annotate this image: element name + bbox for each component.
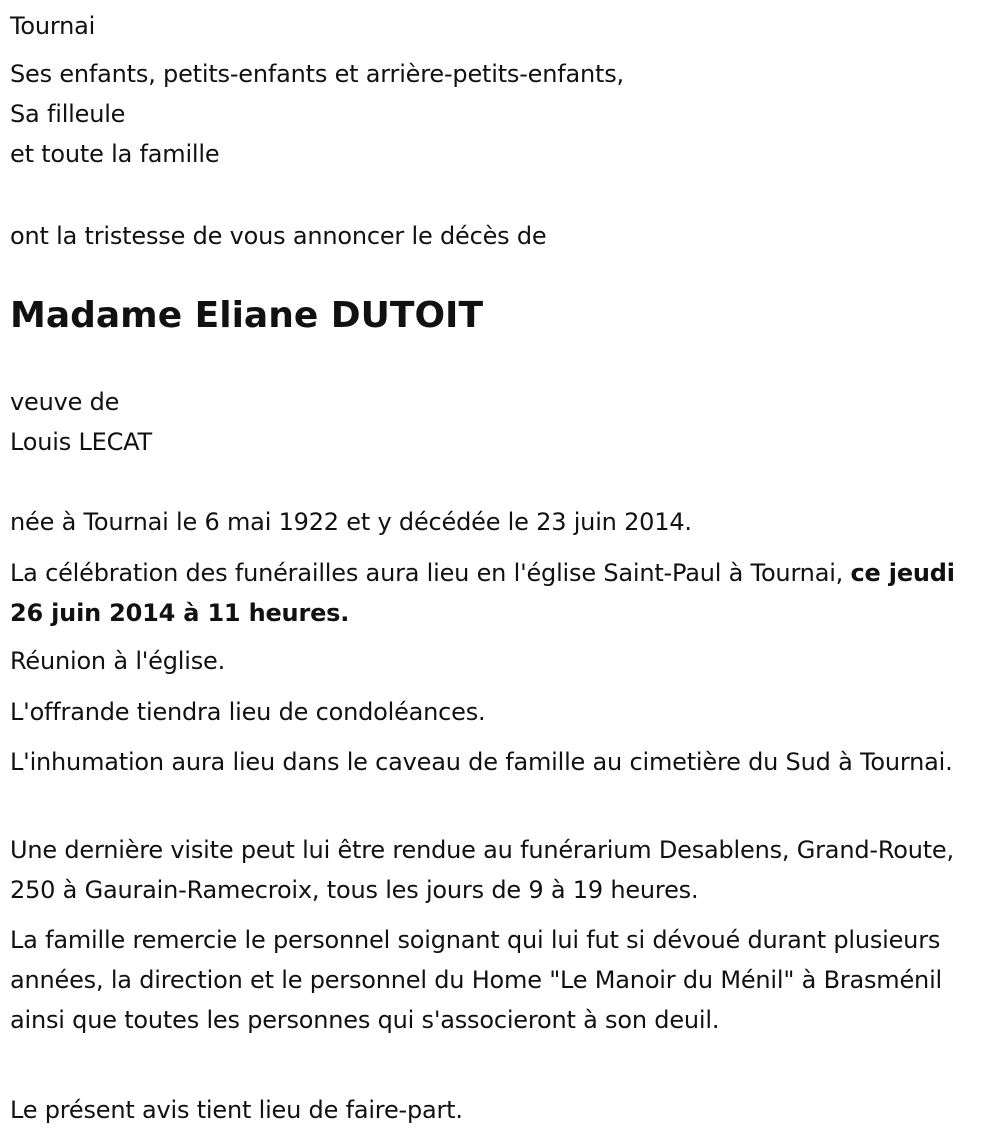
funeral-date-time: ce jeudi 26 juin 2014 à 11 heures. [10,559,955,627]
family-line-3: et toute la famille [10,140,220,168]
location-line: Tournai [10,12,96,40]
offering-line: L'offrande tiendra lieu de condoléances. [10,698,486,726]
announcement-line: ont la tristesse de vous annoncer le décès de [10,222,547,250]
family-line-2: Sa filleule [10,100,126,128]
spouse-name: Louis LECAT [10,428,152,456]
family-line-1: Ses enfants, petits-enfants et arrière-petits-enfants, [10,60,624,88]
visit-paragraph: Une dernière visite peut lui être rendue au funérarium Desablens, Grand-Route, 250 à Gaurain-Ramecroix, tous les jours de 9 à 19 heures. [10,836,954,904]
widow-of-label: veuve de [10,388,120,416]
burial-paragraph: L'inhumation aura lieu dans le caveau de famille au cimetière du Sud à Tournai. [10,748,953,776]
birth-death-line: née à Tournai le 6 mai 1922 et y décédée le 23 juin 2014. [10,508,692,536]
notice-line: Le présent avis tient lieu de faire-part. [10,1096,463,1124]
funeral-paragraph [10,553,995,633]
meeting-line: Réunion à l'église. [10,647,226,675]
thanks-paragraph: La famille remercie le personnel soignant qui lui fut si dévoué durant plusieurs années, la direction et le personnel du Home "Le Manoir du Ménil" à Brasménil ainsi que toutes les personnes qui s'associeront à son deuil. [10,926,943,1034]
deceased-name: Madame Eliane DUTOIT [10,295,484,336]
funeral-text: La célébration des funérailles aura lieu en l'église Saint-Paul à Tournai, [10,559,851,587]
